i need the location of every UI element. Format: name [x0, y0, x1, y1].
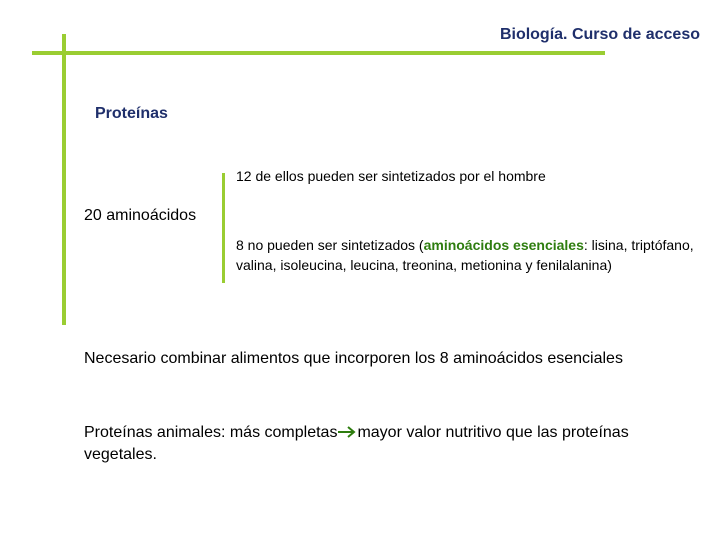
vertical-accent-line [62, 34, 66, 325]
essential-aminoacids-highlight: aminoácidos esenciales [423, 237, 584, 253]
branch-synthesizable: 12 de ellos pueden ser sintetizados por el hombre [236, 168, 546, 184]
bracket-line [222, 173, 225, 283]
paragraph-animal-after: mayor valor nutritivo que las proteínas vegetales. [84, 424, 629, 463]
section-title: Proteínas [95, 105, 168, 122]
header-title: Biología. Curso de acceso [499, 26, 700, 43]
branch-essential-after: : lisina, triptófano, valina, isoleucina, leucina, treonina, metionina y fenilalanina) [236, 237, 694, 273]
horizontal-accent-line [32, 51, 605, 55]
paragraph-animal-proteins [84, 422, 644, 466]
branch-essential [236, 235, 696, 275]
paragraph-animal-before: Proteínas animales: más completas [84, 424, 338, 441]
main-topic: 20 aminoácidos [84, 207, 197, 224]
arrow-right-icon [337, 425, 357, 439]
branch-essential-before: 8 no pueden ser sintetizados ( [236, 237, 424, 253]
paragraph-combine-foods: Necesario combinar alimentos que incorporen los 8 aminoácidos esenciales [84, 350, 623, 367]
